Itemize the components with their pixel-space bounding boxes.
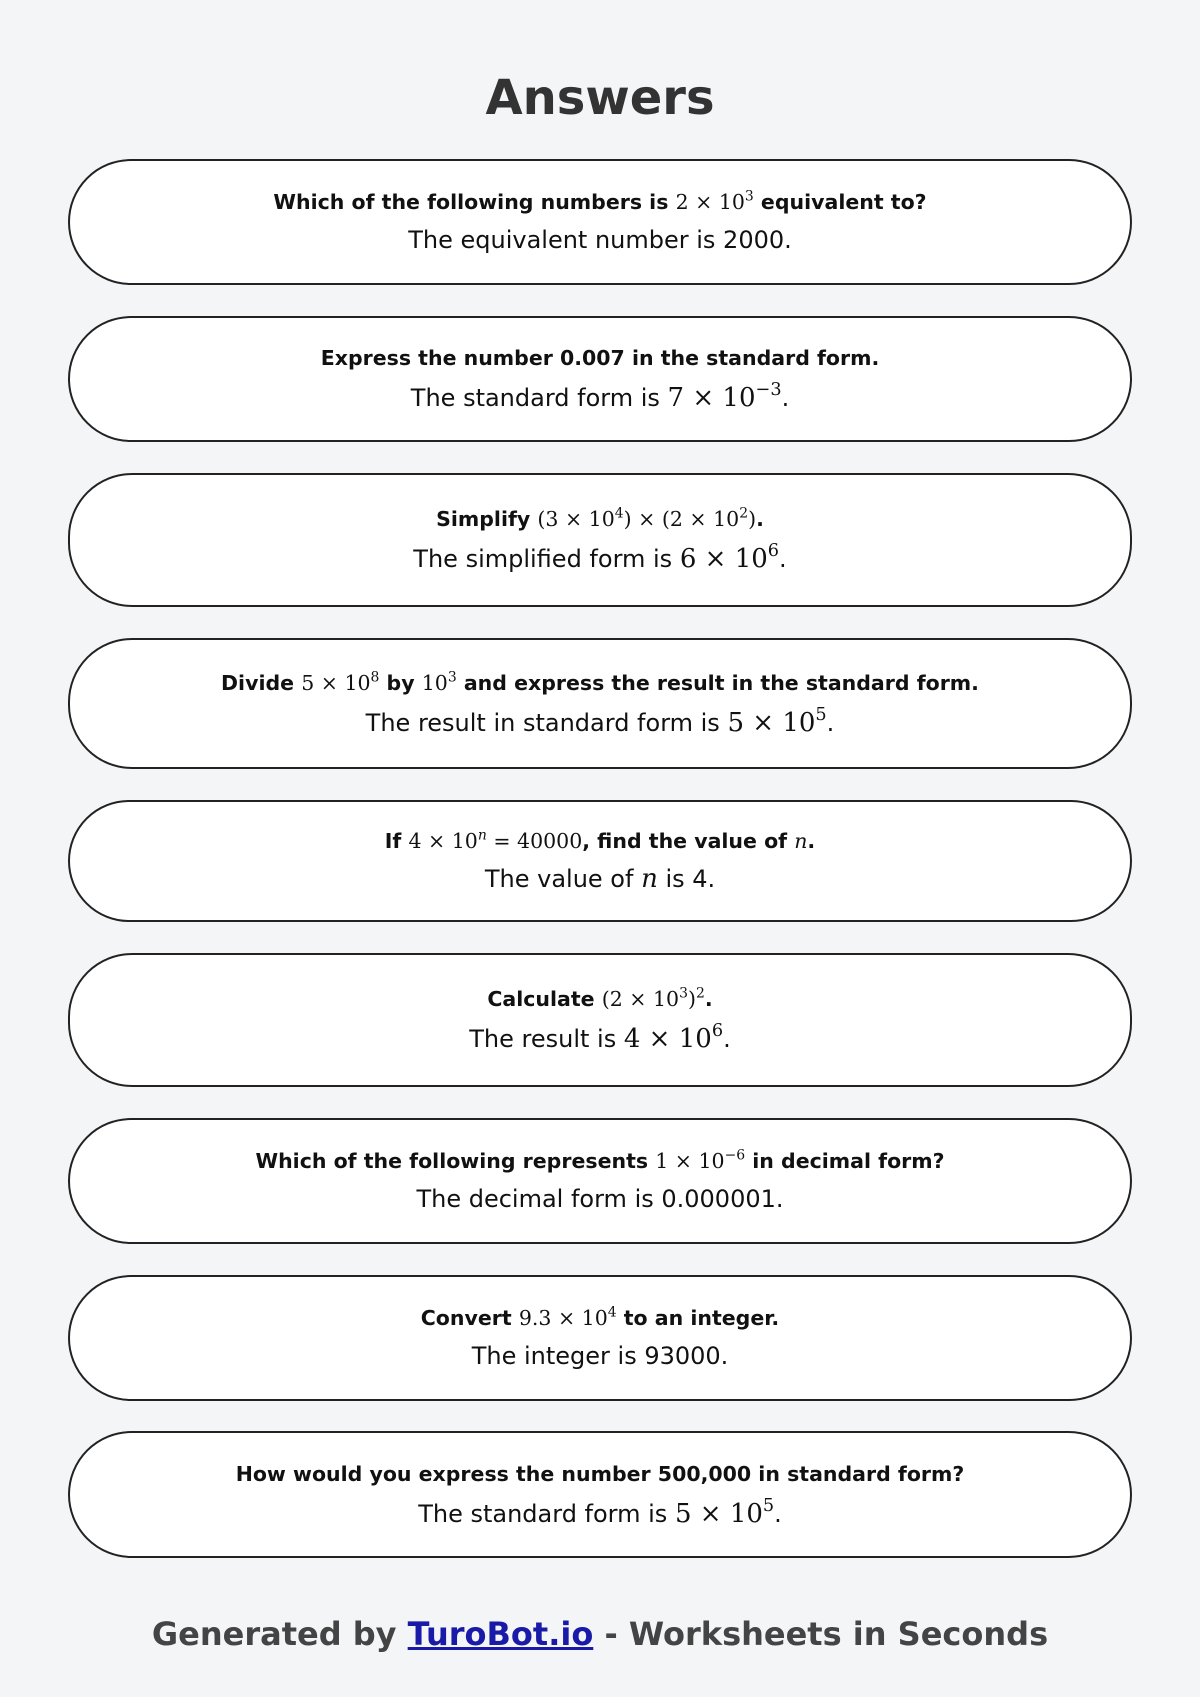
answer-card [68, 1118, 1132, 1244]
question-text: If $4 \times 10^n = 40000$, find the value of n. [384, 827, 816, 853]
question-text: Which of the following represents $1 \times 10^{-6}$ in decimal form? [255, 1147, 945, 1173]
answer-card [68, 1275, 1132, 1401]
question-text: Convert $9.3 \times 10^4$ to an integer. [420, 1304, 780, 1330]
answer-card [68, 1431, 1132, 1558]
answer-text: The decimal form is 0.000001. [416, 1185, 784, 1213]
answer-card [68, 800, 1132, 922]
answer-text: The result in standard form is $5 \times 10^5$. [365, 704, 835, 738]
question-text: Which of the following numbers is $2 \times 10^3$ equivalent to? [273, 188, 927, 214]
answer-text: The value of n is 4. [484, 864, 716, 894]
answer-text: The result is $4 \times 10^6$. [469, 1021, 731, 1054]
answer-text: The standard form is $5 \times 10^5$. [418, 1495, 782, 1529]
question-text: Simplify $(3 \times 10^4) \times (2 \times 10^2)$. [436, 505, 764, 531]
answer-card [68, 953, 1132, 1087]
answer-text: The standard form is $7 \times 10^{-3}$. [410, 380, 790, 413]
question-text: Calculate $(2 \times 10^3)^2$. [487, 985, 713, 1011]
footer [0, 1614, 1200, 1654]
question-text: Express the number 0.007 in the standard form. [320, 346, 880, 370]
answer-card [68, 638, 1132, 769]
answer-text: The equivalent number is 2000. [408, 226, 792, 254]
question-text: Divide $5 \times 10^8$ by $10^3$ and express the result in the standard form. [221, 668, 979, 695]
question-text: How would you express the number 500,000 in standard form? [235, 1461, 965, 1486]
turobot-link[interactable]: TuroBot.io [407, 1615, 594, 1653]
footer-prefix: Generated by [151, 1615, 408, 1653]
answer-card [68, 316, 1132, 442]
answer-card [68, 159, 1132, 285]
answer-card [68, 473, 1132, 607]
answer-text: The integer is 93000. [471, 1342, 729, 1370]
footer-suffix: - Worksheets in Seconds [593, 1615, 1049, 1653]
answer-text: The simplified form is $6 \times 10^6$. [413, 541, 787, 574]
page-title: Answers [485, 70, 715, 126]
